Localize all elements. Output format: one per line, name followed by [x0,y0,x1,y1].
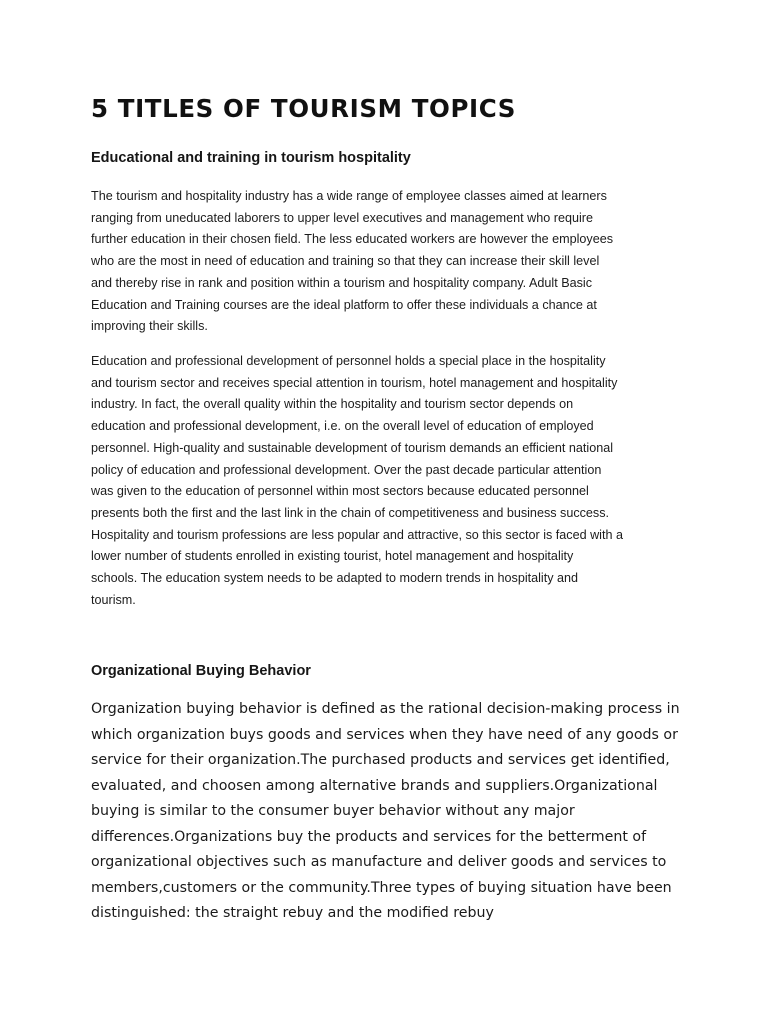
paragraph-education-1: The tourism and hospitality industry has a wide range of employee classes aimed at learners ranging from uneducated laborers to upper level executives and management who require further education in their chosen field. The less educated workers are however the employees who are the most in need of education and training so that they can increase their skill level and thereby rise in rank and position within a tourism and hospitality company. Adult Basic Education and Training courses are the ideal platform to offer these individuals a chance at improving their skills. [91,189,614,334]
paragraph-education-2: Education and professional development of personnel holds a special place in the hospitality and tourism sector and receives special attention in tourism, hotel management and hospitality industry. In fact, the overall quality within the hospitality and tourism sector depends on education and professional development, i.e. on the overall level of education of employed personnel. High-quality and sustainable development of tourism demands an efficient national policy of education and professional development. Over the past decade particular attention was given to the education of personnel within most sectors because educated personnel presents both the first and the last link in the chain of competitiveness and business success. Hospitality and tourism professions are less popular and attractive, so this sector is faced with a lower number of students enrolled in existing tourist, hotel management and hospitality schools. The education system needs to be adapted to modern trends in hospitality and tourism. [91,354,623,607]
document-title: 5 TITLES OF TOURISM TOPICS [91,94,516,123]
section-education-paragraph-2-wrap [91,351,691,611]
section-buying-paragraph-wrap [91,697,691,927]
section-heading-buying-behavior: Organizational Buying Behavior [91,663,311,679]
section-education-paragraph-1-wrap [91,186,691,338]
section-heading-education: Educational and training in tourism hospitality [91,150,411,166]
paragraph-buying-behavior: Organization buying behavior is defined as the rational decision-making process in which organization buys goods and services when they have need of any goods or service for their organization.The purchased products and services get identified, evaluated, and choosen among alternative brands and suppliers.Organizational buying is similar to the consumer buyer behavior without any major differences.Organizations buy the products and services for the betterment of organizational objectives such as manufacture and deliver goods and services to members,customers or the community.Three types of buying situation have been distinguished: the straight rebuy and the modified rebuy [91,701,680,921]
section-buying-heading-wrap [91,663,691,679]
section-education-heading-wrap [91,150,691,166]
